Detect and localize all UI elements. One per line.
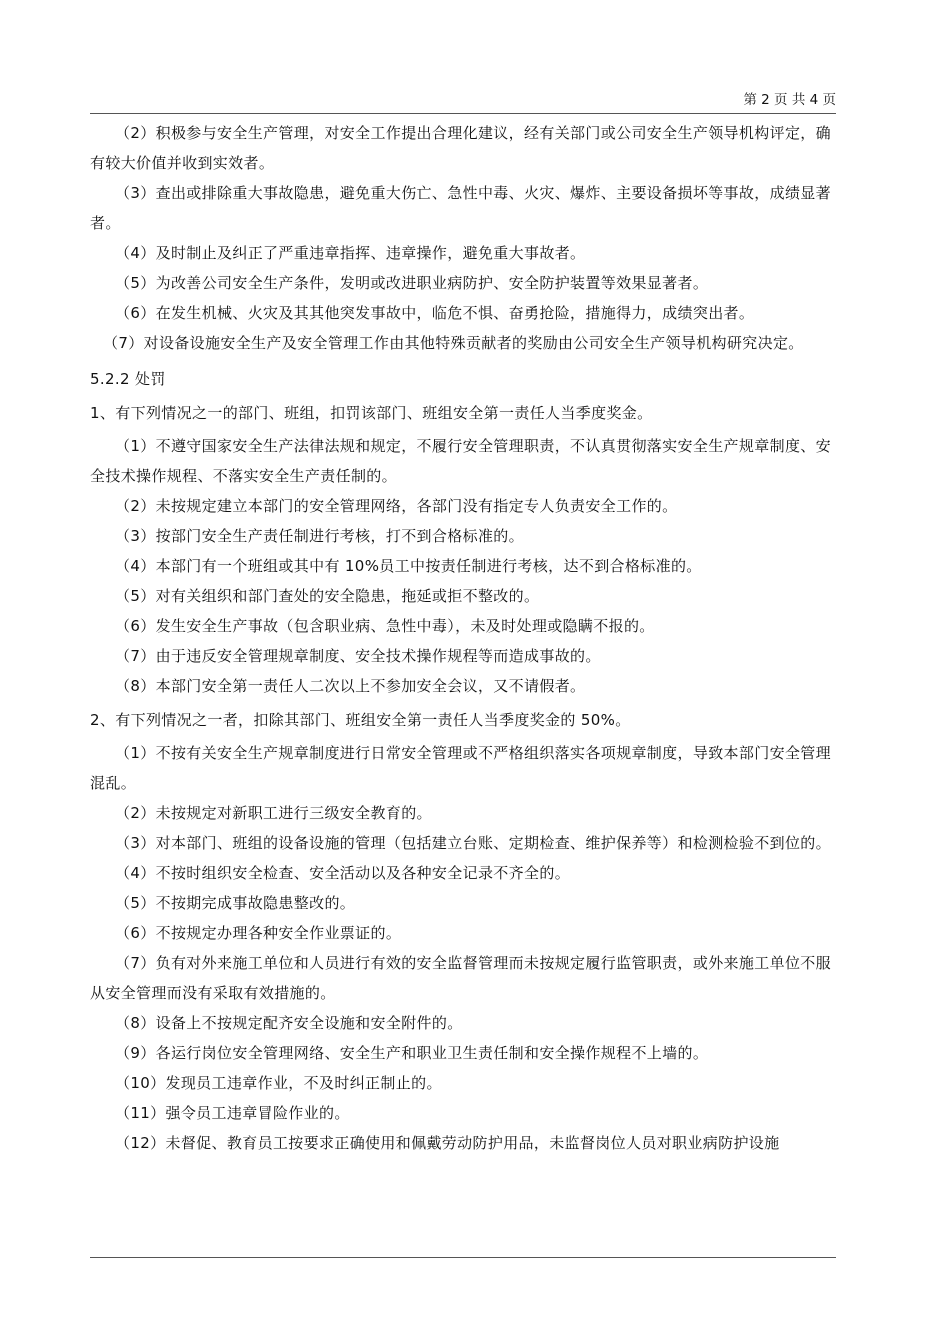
- reward-item-2: （2）积极参与安全生产管理，对安全工作提出合理化建议，经有关部门或公司安全生产领导机构评定，确有较大价值并收到实效者。: [90, 124, 831, 172]
- penalty-2-item: （7）负有对外来施工单位和人员进行有效的安全监督管理而未按规定履行监管职责，或外来施工单位不服从安全管理而没有采取有效措施的。: [90, 954, 831, 1002]
- penalty-2-item: （5）不按期完成事故隐患整改的。: [115, 894, 356, 912]
- penalty-2-item: （3）对本部门、班组的设备设施的管理（包括建立台账、定期检查、维护保养等）和检测检验不到位的。: [115, 834, 831, 852]
- penalty-1-item: （3）按部门安全生产责任制进行考核，打不到合格标准的。: [115, 527, 524, 545]
- document-body: [90, 118, 836, 1158]
- reward-item-3: （3）查出或排除重大事故隐患，避免重大伤亡、急性中毒、火灾、爆炸、主要设备损坏等事故，成绩显著者。: [90, 184, 831, 232]
- footer-divider: [90, 1257, 836, 1258]
- penalty-2-item: （12）未督促、教育员工按要求正确使用和佩戴劳动防护用品，未监督岗位人员对职业病防护设施: [115, 1134, 780, 1152]
- penalty-1-item: （4）本部门有一个班组或其中有 10%员工中按责任制进行考核，达不到合格标准的。: [115, 557, 702, 575]
- page-number-header: 第 2 页 共 4 页: [743, 92, 836, 108]
- penalty-2-item: （4）不按时组织安全检查、安全活动以及各种安全记录不齐全的。: [115, 864, 571, 882]
- reward-item-4: （4）及时制止及纠正了严重违章指挥、违章操作，避免重大事故者。: [115, 244, 586, 262]
- reward-item-7: （7）对设备设施安全生产及安全管理工作由其他特殊贡献者的奖励由公司安全生产领导机构研究决定。: [103, 334, 804, 352]
- penalty-2-item: （11）强令员工违章冒险作业的。: [115, 1104, 350, 1122]
- penalty-1-item: （6）发生安全生产事故（包含职业病、急性中毒），未及时处理或隐瞒不报的。: [115, 617, 655, 635]
- header-divider: [90, 113, 836, 114]
- penalty-2-item: （10）发现员工违章作业，不及时纠正制止的。: [115, 1074, 442, 1092]
- penalty-group-2-title: 2、有下列情况之一者，扣除其部门、班组安全第一责任人当季度奖金的 50%。: [90, 711, 631, 729]
- penalty-2-item: （2）未按规定对新职工进行三级安全教育的。: [115, 804, 432, 822]
- penalty-1-item: （8）本部门安全第一责任人二次以上不参加安全会议，又不请假者。: [115, 677, 586, 695]
- section-title-penalty: 5.2.2 处罚: [90, 370, 166, 388]
- penalty-group-1-title: 1、有下列情况之一的部门、班组，扣罚该部门、班组安全第一责任人当季度奖金。: [90, 404, 653, 422]
- penalty-1-item: （2）未按规定建立本部门的安全管理网络，各部门没有指定专人负责安全工作的。: [115, 497, 678, 515]
- penalty-2-item: （6）不按规定办理各种安全作业票证的。: [115, 924, 402, 942]
- penalty-1-item: （1）不遵守国家安全生产法律法规和规定，不履行安全管理职责，不认真贯彻落实安全生产规章制度、安全技术操作规程、不落实安全生产责任制的。: [90, 437, 831, 485]
- reward-item-5: （5）为改善公司安全生产条件，发明或改进职业病防护、安全防护装置等效果显著者。: [115, 274, 709, 292]
- penalty-1-item: （7）由于违反安全管理规章制度、安全技术操作规程等而造成事故的。: [115, 647, 601, 665]
- penalty-2-item: （1）不按有关安全生产规章制度进行日常安全管理或不严格组织落实各项规章制度，导致本部门安全管理混乱。: [90, 744, 831, 792]
- penalty-2-item: （9）各运行岗位安全管理网络、安全生产和职业卫生责任制和安全操作规程不上墙的。: [115, 1044, 709, 1062]
- reward-item-6: （6）在发生机械、火灾及其其他突发事故中，临危不惧、奋勇抢险，措施得力，成绩突出者。: [115, 304, 755, 322]
- penalty-1-item: （5）对有关组织和部门查处的安全隐患，拖延或拒不整改的。: [115, 587, 540, 605]
- penalty-2-item: （8）设备上不按规定配齐安全设施和安全附件的。: [115, 1014, 463, 1032]
